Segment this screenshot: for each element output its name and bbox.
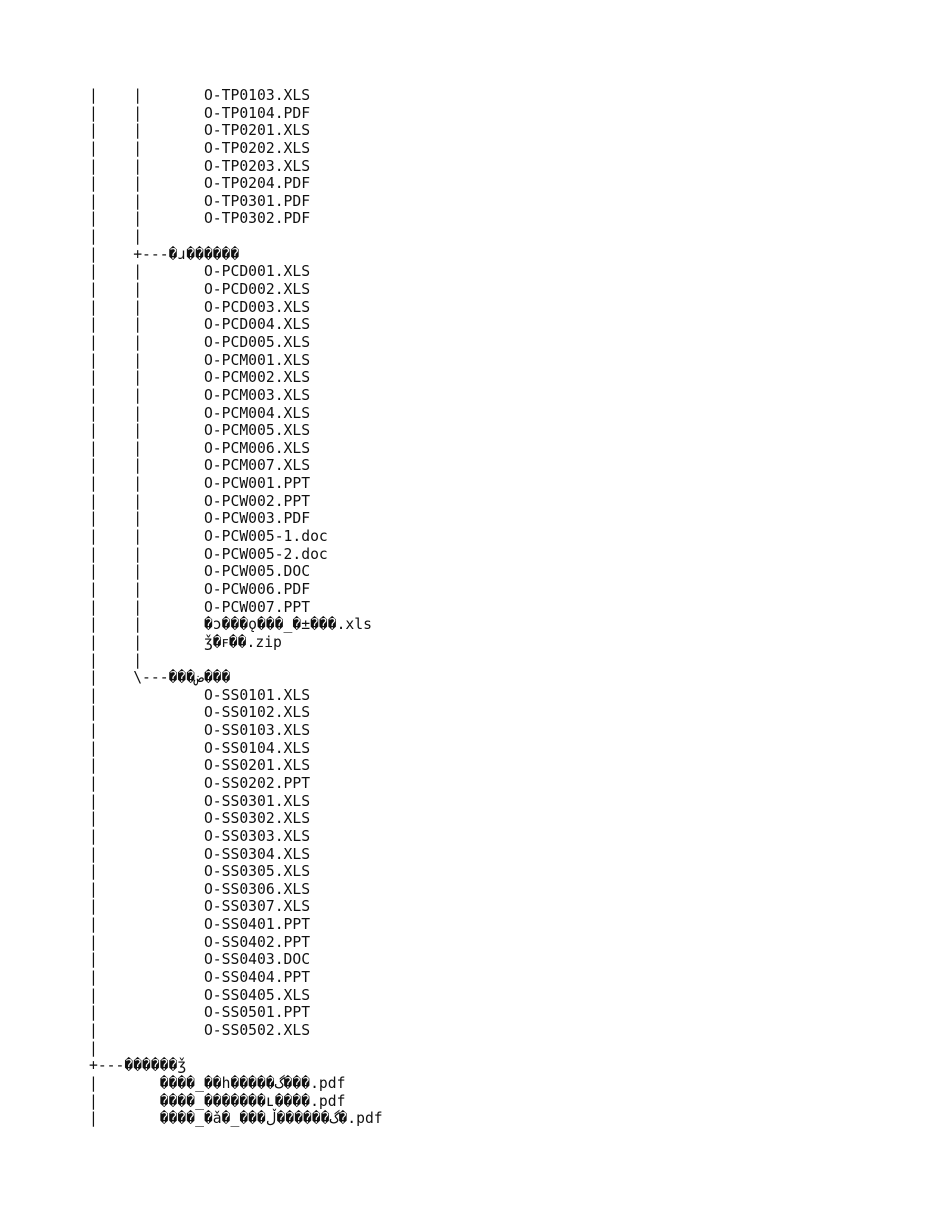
tree-line: | ����_��h�����گ���.pdf [89,1074,346,1092]
tree-line: | O-SS0405.XLS [89,986,311,1004]
tree-line: | | O-TP0103.XLS [89,87,311,104]
tree-line: +---������ǯ [89,1057,187,1075]
tree-line: | O-SS0301.XLS [89,792,311,810]
tree-line: | O-SS0305.XLS [89,863,311,881]
tree-line: | | ǯ�ꜰ��.zip [89,633,282,651]
tree-line: | | O-PCM001.XLS [89,351,311,369]
tree-line: | | O-TP0203.XLS [89,157,311,175]
tree-line: | O-SS0201.XLS [89,757,311,775]
tree-line: | | O-TP0202.XLS [89,139,311,157]
tree-line: | | O-PCD003.XLS [89,298,311,316]
tree-line: | | O-PCD001.XLS [89,263,311,281]
tree-line: | | O-PCW002.PPT [89,492,311,510]
tree-line: | ����_�������ʟ����.pdf [89,1092,346,1110]
tree-line: | O-SS0307.XLS [89,898,311,916]
tree-line: | | �ɔ���ǫ���_�±���.xls [89,616,372,634]
tree-line: | O-SS0202.PPT [89,774,311,792]
tree-line: | | O-TP0302.PDF [89,210,311,228]
tree-line: | O-SS0303.XLS [89,827,311,845]
tree-line: | ����_�ǎ�_���گ������ڵ�.pdf [89,1110,383,1128]
tree-line: | | O-PCW007.PPT [89,598,311,616]
tree-line: | | O-TP0104.PDF [89,104,311,122]
tree-line: | | O-PCM003.XLS [89,386,311,404]
tree-line: | | O-PCD005.XLS [89,333,311,351]
tree-line: | \---���ض��� [89,669,231,687]
tree-line: | | O-PCM002.XLS [89,369,311,387]
tree-line: | | O-PCW001.PPT [89,475,311,493]
tree-line: | | O-PCD004.XLS [89,316,311,334]
tree-line: | [89,1039,98,1057]
tree-line: | | [89,228,143,246]
tree-line: | | [89,651,143,669]
tree-line: | | O-PCM007.XLS [89,457,311,475]
directory-tree-listing [89,87,383,1128]
tree-line: | | O-PCW003.PDF [89,510,311,528]
tree-line: | O-SS0401.PPT [89,916,311,934]
tree-line: | O-SS0306.XLS [89,880,311,898]
tree-line: | O-SS0304.XLS [89,845,311,863]
tree-line: | O-SS0404.PPT [89,969,311,987]
tree-line: | | O-PCW006.PDF [89,580,311,598]
tree-line: | O-SS0101.XLS [89,686,311,704]
tree-line: | | O-PCD002.XLS [89,281,311,299]
tree-line: | | O-TP0201.XLS [89,122,311,140]
tree-line: | | O-TP0204.PDF [89,175,311,193]
tree-line: | O-SS0103.XLS [89,722,311,740]
tree-line: | O-SS0403.DOC [89,951,311,969]
tree-line: | | O-PCM004.XLS [89,404,311,422]
tree-line: | O-SS0302.XLS [89,810,311,828]
tree-line: | | O-PCM006.XLS [89,439,311,457]
tree-line: | O-SS0501.PPT [89,1004,311,1022]
tree-line: | | O-PCW005-2.doc [89,545,328,563]
tree-line: | | O-PCW005-1.doc [89,528,328,546]
tree-line: | O-SS0502.XLS [89,1021,311,1039]
tree-line: | O-SS0102.XLS [89,704,311,722]
tree-line: | +---�ɹ������ [89,245,240,263]
tree-line: | | O-PCW005.DOC [89,563,311,581]
tree-line: | O-SS0402.PPT [89,933,311,951]
tree-line: | | O-PCM005.XLS [89,422,311,440]
tree-line: | | O-TP0301.PDF [89,192,311,210]
tree-line: | O-SS0104.XLS [89,739,311,757]
